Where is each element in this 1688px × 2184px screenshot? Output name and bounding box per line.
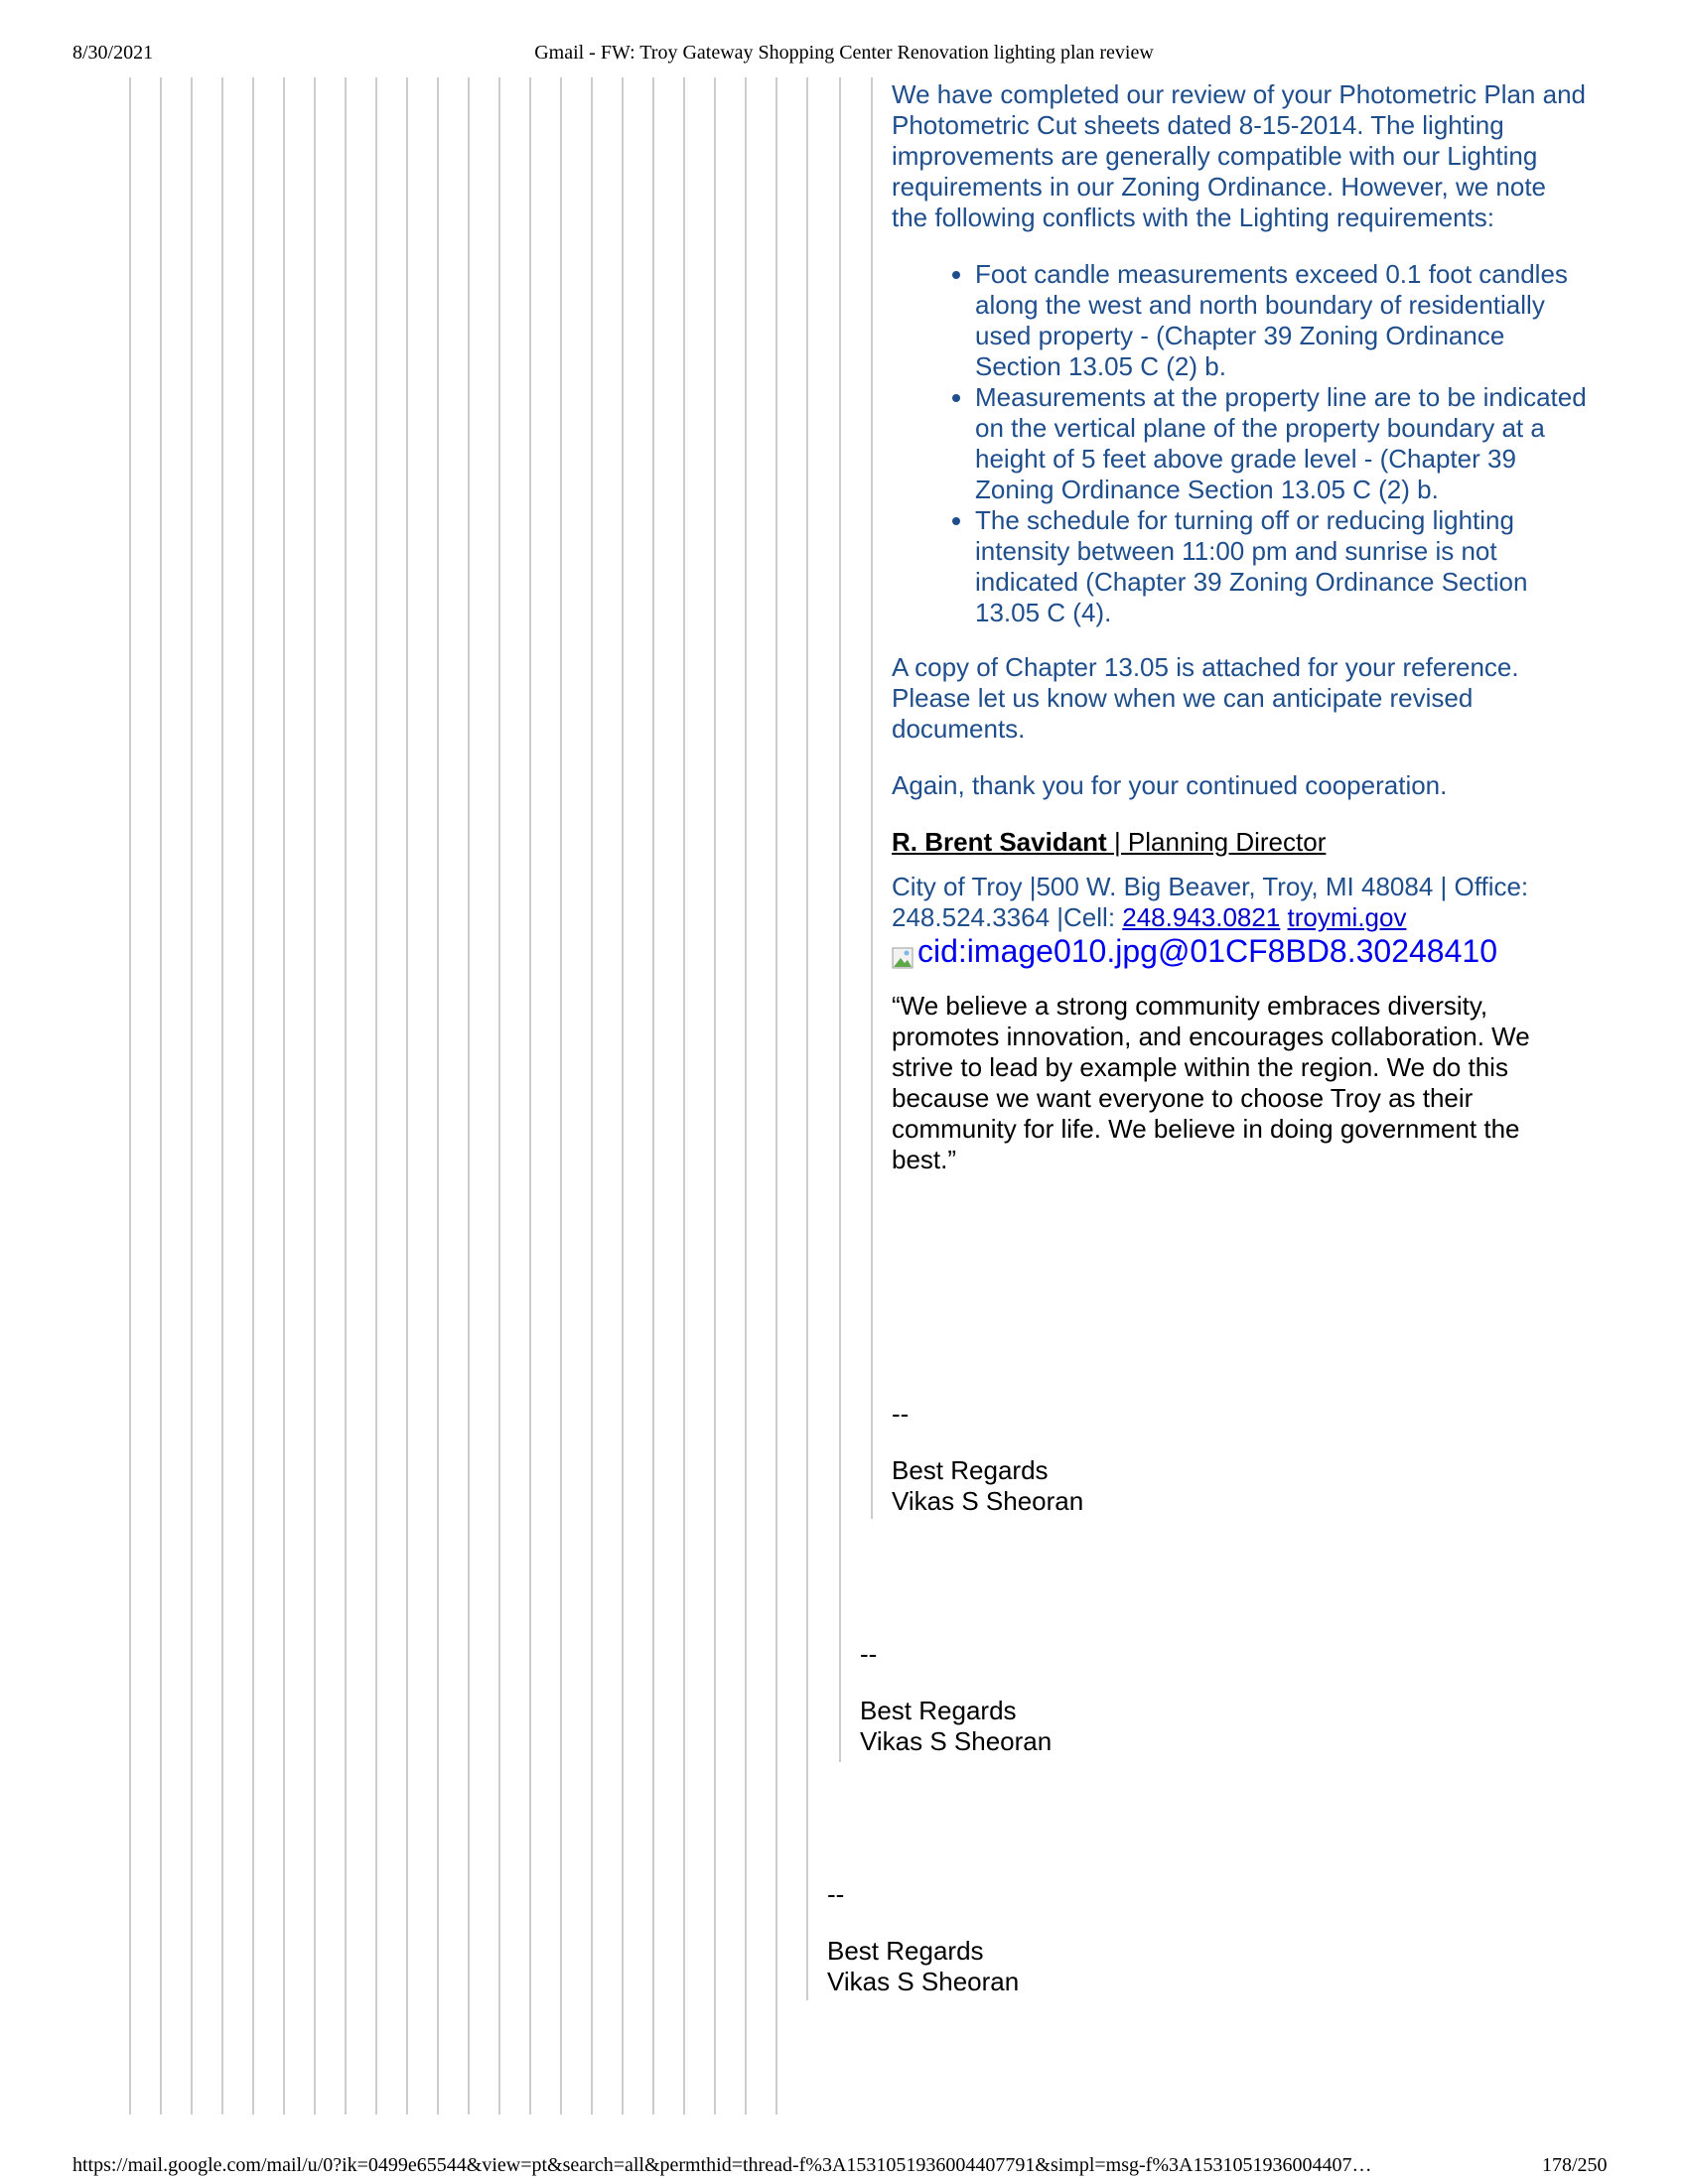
conflicts-list [892,259,1587,628]
regards-text: Best Regards [892,1455,1049,1485]
print-url: https://mail.google.com/mail/u/0?ik=0499e65544&view=pt&search=all&permthid=thread-f%3A1531051936004407791&simpl=msg-f%3A1531051936004407… [72,2154,1372,2176]
signature-separator: -- [860,1639,878,1669]
quoted-message-body [892,79,1587,1175]
quote-rule [839,77,841,1762]
attachment-note: A copy of Chapter 13.05 is attached for your reference. Please let us know when we can anticipate revised documents. [892,652,1519,744]
signature-org: City of Troy |500 W. Big Beaver, Troy, MI 48084 | Office: 248.524.3364 |Cell: [892,872,1529,932]
quote-rule [221,77,223,2115]
quote-rule [683,77,685,2115]
sender-name: Vikas S Sheoran [827,1967,1020,1996]
quote-rule [406,77,408,2115]
sender-name: Vikas S Sheoran [860,1726,1053,1756]
quote-rule [591,77,593,2115]
quote-rule [806,77,808,2000]
signature-separator: -- [827,1879,845,1909]
quote-rule [560,77,562,2115]
quote-rule [652,77,654,2115]
quote-rule [283,77,285,2115]
signature-role: | Planning Director [1113,827,1327,857]
quote-rule [745,77,747,2115]
review-intro: We have completed our review of your Photometric Plan and Photometric Cut sheets dated 8-15-2014. The lighting improvements are generally compatible with our Lighting requirements in our Zoning Ordinance. However, we note the following conflicts with the Lighting requirements: [892,79,1586,232]
thanks-line: Again, thank you for your continued cooperation. [892,770,1448,800]
quote-rule [871,77,873,1519]
image-alt-text: cid:image010.jpg@01CF8BD8.30248410 [917,933,1497,969]
quote-rule [714,77,716,2115]
page-number: 178/250 [1542,2154,1608,2176]
signature-separator: -- [892,1399,910,1429]
print-date: 8/30/2021 [72,42,154,64]
quote-rule [437,77,439,2115]
signature-contact [892,872,1587,933]
quote-rule [129,77,131,2115]
quote-rule [345,77,347,2115]
signature-image [892,933,1587,969]
conflict-item: • The schedule for turning off or reducing lighting intensity between 11:00 pm and sunrise is not indicated (Chapter 39 Zoning Ordinance Section 13.05 C (4). [975,505,1587,628]
quote-rule [314,77,316,2115]
reply-signature [860,1639,1052,1757]
reply-signature [892,1399,1083,1517]
signature-name: R. Brent Savidant [892,827,1114,857]
broken-image-icon [892,940,914,962]
quote-rule [375,77,377,2115]
quote-rule [775,77,777,2115]
quote-rule [252,77,254,2115]
website-link[interactable]: troymi.gov [1287,902,1407,932]
regards-text: Best Regards [827,1936,984,1966]
mission-statement: “We believe a strong community embraces diversity, promotes innovation, and encourages collaboration. We strive to lead by example within the region. We do this because we want everyone to choose Troy as their community for life. We believe in doing government the best.” [892,991,1530,1174]
reply-signature [827,1879,1019,1997]
signature-name-line [892,827,1587,858]
quote-rule [498,77,500,2115]
quote-rule [529,77,531,2115]
quote-rule [622,77,624,2115]
sender-name: Vikas S Sheoran [892,1486,1084,1516]
quote-rule [468,77,470,2115]
quote-rule [191,77,193,2115]
print-title: Gmail - FW: Troy Gateway Shopping Center Renovation lighting plan review [534,42,1154,64]
conflict-item: • Foot candle measurements exceed 0.1 foot candles along the west and north boundary of residentially used property - (Chapter 39 Zoning Ordinance Section 13.05 C (2) b. [975,259,1587,382]
regards-text: Best Regards [860,1696,1017,1725]
quote-rule [160,77,162,2115]
signature-block [892,827,1587,969]
conflict-item: • Measurements at the property line are to be indicated on the vertical plane of the property boundary at a height of 5 feet above grade level - (Chapter 39 Zoning Ordinance Section 13.05 C (2) b. [975,382,1587,505]
cell-phone-link[interactable]: 248.943.0821 [1122,902,1281,932]
